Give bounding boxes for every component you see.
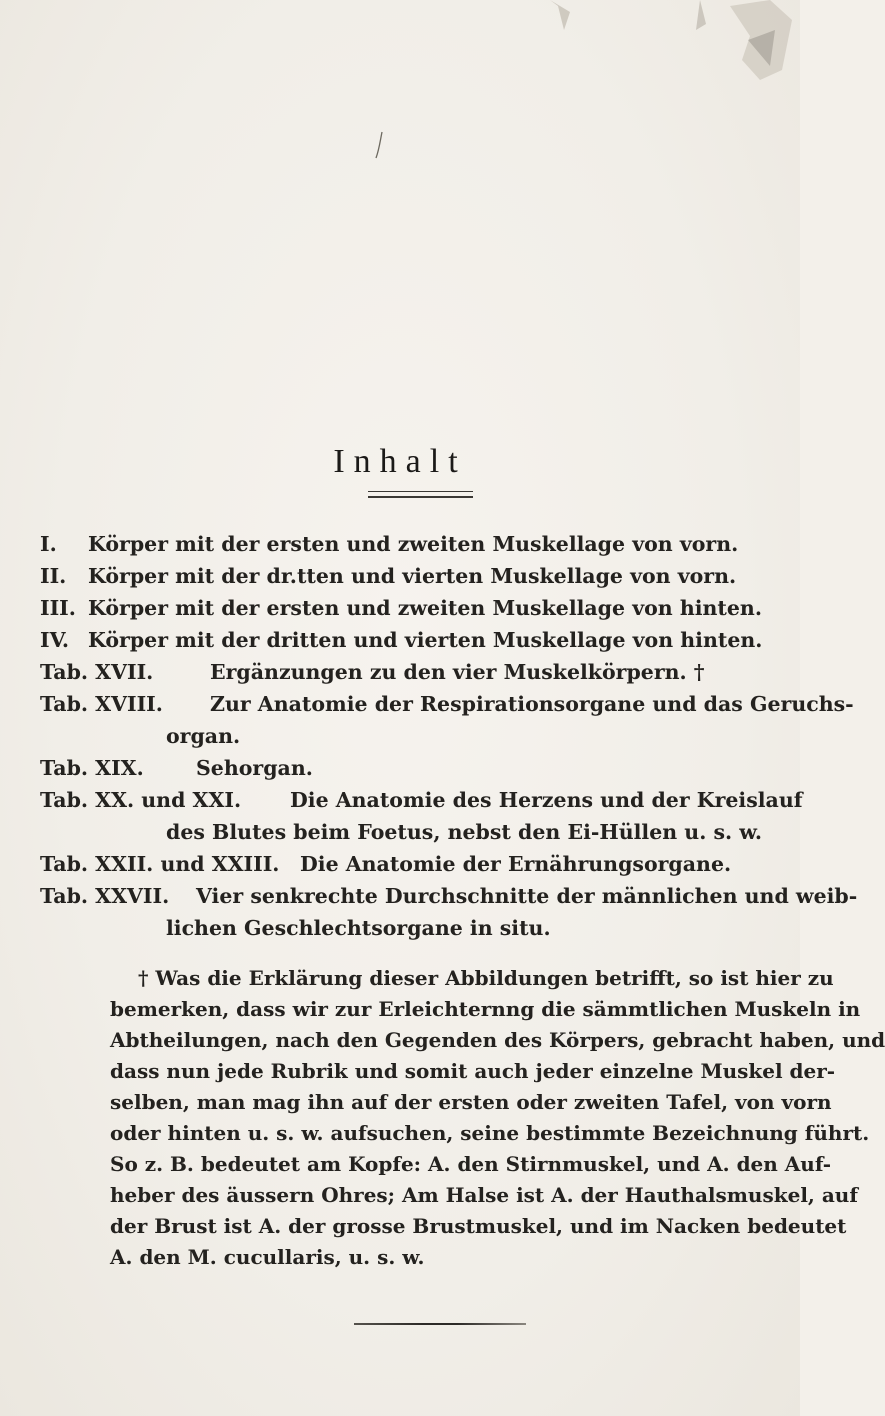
note-line: der Brust ist A. der grosse Brustmuskel, und im Nacken bedeutet (110, 1214, 847, 1238)
toc-entry-number: II. (40, 564, 67, 588)
toc-entry (0, 881, 858, 911)
toc-entry-number: IV. (40, 628, 70, 652)
page-title: Inhalt (333, 443, 467, 480)
page-stain-graphic (520, 0, 800, 100)
toc-entry-number: Tab. XX. und XXI. (40, 788, 242, 812)
note-line: Abtheilungen, nach den Gegenden des Körpers, gebracht haben, und (110, 1028, 885, 1052)
toc-entry (0, 657, 800, 687)
toc-entry-number: Tab. XVII. (40, 660, 154, 684)
toc-entry-number: III. (40, 596, 76, 620)
toc-entry-continuation (0, 817, 800, 847)
toc-entry-text: Körper mit der ersten und zweiten Muskellage von vorn. (88, 532, 739, 556)
toc-entry-number: Tab. XXII. und XXIII. (40, 852, 280, 876)
note-line: selben, man mag ihn auf der ersten oder zweiten Tafel, von vorn (110, 1090, 832, 1114)
toc-entry (0, 529, 800, 559)
toc-entry-text: Zur Anatomie der Respirationsorgane und das Geruchs- (210, 692, 854, 716)
note-line: So z. B. bedeutet am Kopfe: A. den Stirnmuskel, und A. den Auf- (110, 1152, 832, 1176)
toc-entry-number: Tab. XIX. (40, 756, 144, 780)
toc-entry-text: Körper mit der ersten und zweiten Muskellage von hinten. (88, 596, 762, 620)
toc-entry-text: Die Anatomie der Ernährungsorgane. (300, 852, 732, 876)
toc-entry-text: Körper mit der dritten und vierten Muskellage von hinten. (88, 628, 763, 652)
note-line: heber des äussern Ohres; Am Halse ist A. der Hauthalsmuskel, auf (110, 1183, 858, 1207)
note-line: † Was die Erklärung dieser Abbildungen betrifft, so ist hier zu (138, 966, 834, 990)
toc-entry (0, 625, 800, 655)
note-line: A. den M. cucullaris, u. s. w. (110, 1245, 425, 1269)
toc-entry-text: des Blutes beim Foetus, nebst den Ei-Hüllen u. s. w. (166, 820, 763, 844)
toc-entry-text: Ergänzungen zu den vier Muskelkörpern. † (210, 660, 705, 684)
toc-entry-text: Sehorgan. (196, 756, 313, 780)
page-mark-graphic (370, 130, 390, 160)
toc-entry-number: Tab. XVIII. (40, 692, 163, 716)
toc-entry (0, 689, 854, 719)
toc-entry-number: I. (40, 532, 57, 556)
toc-entry (0, 753, 800, 783)
toc-entry-number: Tab. XXVII. (40, 884, 170, 908)
toc-entry (0, 849, 800, 879)
toc-entry-text: lichen Geschlechtsorgane in situ. (166, 916, 551, 940)
toc-entry (0, 785, 803, 815)
note-line: bemerken, dass wir zur Erleichternng die sämmtlichen Muskeln in (110, 997, 861, 1021)
title-divider (368, 491, 473, 498)
toc-entry-text: organ. (166, 724, 241, 748)
toc-entry-text: Körper mit der dr.tten und vierten Muskellage von vorn. (88, 564, 737, 588)
toc-entry (0, 561, 800, 591)
toc-entry-continuation (0, 721, 800, 751)
toc-entry-text: Die Anatomie des Herzens und der Kreislauf (290, 788, 803, 812)
ornamental-divider (354, 1323, 526, 1325)
note-line: dass nun jede Rubrik und somit auch jeder einzelne Muskel der- (110, 1059, 836, 1083)
toc-entry (0, 593, 800, 623)
toc-entry-text: Vier senkrechte Durchschnitte der männlichen und weib- (196, 884, 858, 908)
toc-entry-continuation (0, 913, 800, 943)
note-line: oder hinten u. s. w. aufsuchen, seine bestimmte Bezeichnung führt. (110, 1121, 870, 1145)
